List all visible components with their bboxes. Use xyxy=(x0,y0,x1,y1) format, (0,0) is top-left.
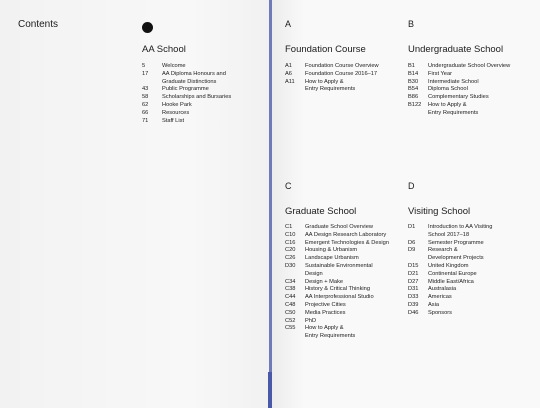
toc-entry xyxy=(285,279,389,287)
toc-entry-label: Continental Europe xyxy=(428,270,477,277)
toc-entry-label: Undergraduate School Overview xyxy=(428,63,511,69)
toc-entry-label: Asia xyxy=(428,301,440,308)
toc-entry-code: 17 xyxy=(142,70,149,77)
toc-entry-label: Media Practices xyxy=(305,309,346,316)
toc-entry-code: B86 xyxy=(408,94,419,101)
toc-entry xyxy=(408,79,510,87)
toc-entry-label: Complementary Studies xyxy=(428,94,489,101)
black-dot-icon xyxy=(142,22,153,33)
toc-entry-label: Emergent Technologies & Design xyxy=(305,239,389,246)
toc-entry xyxy=(142,86,231,94)
toc-entry-label: Australasia xyxy=(428,286,457,293)
toc-entry-code: B30 xyxy=(408,78,419,85)
toc-entry-label: AA Design Research Laboratory xyxy=(305,231,387,238)
toc-entry-code: D15 xyxy=(408,262,419,269)
toc-entry xyxy=(408,263,492,271)
toc-entry-code: 71 xyxy=(142,117,149,124)
toc-entry-label: Americas xyxy=(428,294,452,301)
toc-entry-label: Public Programme xyxy=(162,86,209,93)
section-title-graduate: Graduate School xyxy=(285,206,357,217)
toc-entry-code: C48 xyxy=(285,301,296,308)
toc-entry-code: A6 xyxy=(285,70,292,77)
toc-entry xyxy=(408,94,510,102)
toc-entry-code: D39 xyxy=(408,301,419,308)
toc-entry xyxy=(285,71,379,79)
toc-entry-code: C20 xyxy=(285,247,296,254)
toc-entry xyxy=(285,263,389,279)
toc-entry-label: Housing & Urbanism xyxy=(305,247,358,254)
toc-entry-label: United Kingdom xyxy=(428,262,469,269)
toc-entry-label: AA Diploma Honours and Graduate Distinctions xyxy=(162,70,226,85)
section-letter-d: D xyxy=(408,181,415,191)
toc-entry-label: History & Critical Thinking xyxy=(305,286,371,293)
toc-entry xyxy=(142,63,231,71)
toc-entry xyxy=(285,224,389,232)
toc-entry-label: Research & Development Projects xyxy=(428,247,484,262)
toc-entry xyxy=(408,294,492,302)
toc-entry-code: D30 xyxy=(285,262,296,269)
toc-entry xyxy=(285,325,389,341)
toc-entry-code: 62 xyxy=(142,101,149,108)
toc-entry-label: Welcome xyxy=(162,63,186,69)
toc-entry xyxy=(408,271,492,279)
toc-entry-code: D31 xyxy=(408,286,419,293)
toc-entry-code: B54 xyxy=(408,86,419,93)
toc-entry-label: Landscape Urbanism xyxy=(305,255,359,262)
toc-entry-label: Design + Make xyxy=(305,278,344,285)
right-page xyxy=(272,0,540,408)
toc-entry-label: Projective Cities xyxy=(305,301,346,308)
toc-entry-label: Semester Programme xyxy=(428,239,484,246)
toc-entry-label: Staff List xyxy=(162,117,185,124)
aa-school-entries xyxy=(142,63,231,125)
toc-entry xyxy=(285,302,389,310)
toc-entry xyxy=(142,71,231,87)
toc-entry-code: D46 xyxy=(408,309,419,316)
toc-entry-label: Sustainable Environmental Design xyxy=(305,262,373,277)
toc-entry-code: C44 xyxy=(285,294,296,301)
toc-entry-label: AA Interprofessional Studio xyxy=(305,294,374,301)
toc-entry xyxy=(285,310,389,318)
toc-entry xyxy=(285,79,379,95)
foundation-entries xyxy=(285,63,379,94)
toc-entry-code: D9 xyxy=(408,247,416,254)
toc-entry xyxy=(285,318,389,326)
toc-entry-label: Introduction to AA Visiting School 2017–18 xyxy=(428,224,493,238)
toc-entry-code: D1 xyxy=(408,224,416,230)
toc-entry-label: PhD xyxy=(305,317,317,324)
toc-entry-code: D6 xyxy=(408,239,416,246)
toc-entry-label: Diploma School xyxy=(428,86,468,93)
toc-entry-code: 66 xyxy=(142,109,149,116)
toc-entry xyxy=(285,240,389,248)
toc-entry-code: C52 xyxy=(285,317,296,324)
graduate-entries xyxy=(285,224,389,341)
visiting-entries xyxy=(408,224,492,318)
toc-entry-code: C34 xyxy=(285,278,296,285)
toc-entry-code: C1 xyxy=(285,224,293,230)
toc-entry-label: How to Apply & Entry Requirements xyxy=(305,78,356,93)
toc-entry-label: Foundation Course 2016–17 xyxy=(305,70,378,77)
contents-heading: Contents xyxy=(18,19,59,30)
toc-entry-label: Scholarships and Bursaries xyxy=(162,94,232,101)
toc-entry-label: Middle East/Africa xyxy=(428,278,474,285)
toc-entry-code: C26 xyxy=(285,255,296,262)
toc-entry xyxy=(285,286,389,294)
toc-entry-label: Resources xyxy=(162,109,190,116)
toc-entry-label: How to Apply & Entry Requirements xyxy=(428,101,479,116)
toc-entry xyxy=(408,240,492,248)
toc-entry xyxy=(285,294,389,302)
toc-entry xyxy=(408,63,510,71)
toc-entry xyxy=(285,63,379,71)
toc-entry-label: First Year xyxy=(428,70,453,77)
toc-entry xyxy=(408,279,492,287)
toc-entry-code: 5 xyxy=(142,63,146,69)
section-title-visiting: Visiting School xyxy=(408,206,471,217)
toc-entry-code: B14 xyxy=(408,70,419,77)
toc-entry-code: C50 xyxy=(285,309,296,316)
toc-entry-label: How to Apply & Entry Requirements xyxy=(305,325,356,340)
toc-entry-code: B1 xyxy=(408,63,415,69)
toc-entry-code: 43 xyxy=(142,86,149,93)
toc-entry xyxy=(408,224,492,240)
undergraduate-entries xyxy=(408,63,510,118)
toc-entry xyxy=(408,310,492,318)
toc-entry xyxy=(142,110,231,118)
toc-entry-code: A1 xyxy=(285,63,292,69)
toc-entry xyxy=(408,286,492,294)
toc-entry-code: D27 xyxy=(408,278,419,285)
toc-entry xyxy=(408,247,492,263)
toc-entry-code: C16 xyxy=(285,239,296,246)
toc-entry-label: Graduate School Overview xyxy=(305,224,373,230)
toc-entry xyxy=(285,247,389,255)
toc-entry-code: D21 xyxy=(408,270,419,277)
toc-entry xyxy=(408,71,510,79)
toc-entry-code: B122 xyxy=(408,101,422,108)
toc-entry xyxy=(285,255,389,263)
toc-entry-code: A11 xyxy=(285,78,295,85)
toc-entry-label: Foundation Course Overview xyxy=(305,63,379,69)
toc-entry xyxy=(142,118,231,126)
toc-entry-label: Hooke Park xyxy=(162,101,192,108)
section-letter-b: B xyxy=(408,19,415,29)
toc-entry-code: C38 xyxy=(285,286,296,293)
toc-entry xyxy=(142,94,231,102)
toc-entry xyxy=(408,102,510,118)
toc-entry xyxy=(408,86,510,94)
section-letter-a: A xyxy=(285,19,292,29)
aa-school-title: AA School xyxy=(142,44,186,55)
section-letter-c: C xyxy=(285,181,292,191)
toc-entry xyxy=(142,102,231,110)
toc-entry-code: 58 xyxy=(142,94,149,101)
toc-entry-code: D33 xyxy=(408,294,419,301)
toc-entry-label: Sponsors xyxy=(428,309,453,316)
section-title-undergraduate: Undergraduate School xyxy=(408,44,504,55)
section-title-foundation: Foundation Course xyxy=(285,44,366,55)
toc-entry xyxy=(285,232,389,240)
toc-entry-code: C10 xyxy=(285,231,296,238)
toc-entry-code: C55 xyxy=(285,325,296,332)
toc-entry-label: Intermediate School xyxy=(428,78,479,85)
toc-entry xyxy=(408,302,492,310)
